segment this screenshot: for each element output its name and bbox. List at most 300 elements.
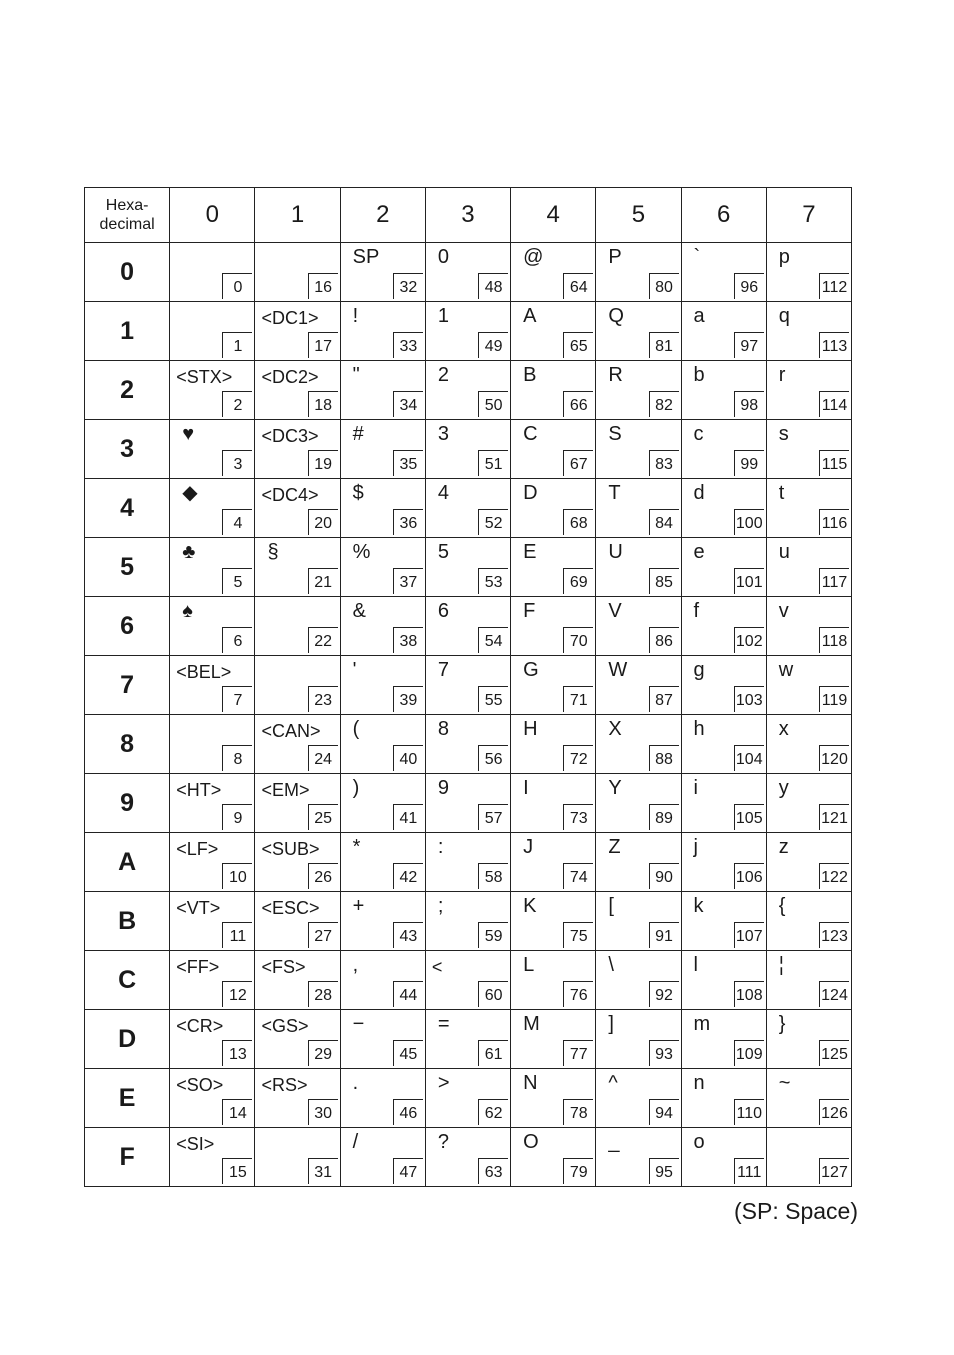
char-cell <box>766 538 851 597</box>
row-header: 3 <box>85 420 170 479</box>
cell-decimal-code: 92 <box>649 981 679 1007</box>
cell-character: § <box>267 541 279 563</box>
cell-decimal-code: 52 <box>478 509 508 535</box>
cell-character: g <box>693 659 705 681</box>
cell-decimal-code: 0 <box>222 273 252 299</box>
char-cell <box>170 420 255 479</box>
table-row <box>85 361 852 420</box>
cell-decimal-code: 46 <box>393 1099 423 1125</box>
char-cell <box>681 1128 766 1187</box>
cell-decimal-code: 79 <box>563 1158 593 1184</box>
cell-decimal-code: 121 <box>819 804 849 830</box>
cell-decimal-code: 23 <box>308 686 338 712</box>
cell-decimal-code: 40 <box>393 745 423 771</box>
cell-character: b <box>693 364 705 386</box>
cell-decimal-code: 76 <box>563 981 593 1007</box>
cell-character: H <box>523 718 538 740</box>
cell-decimal-code: 78 <box>563 1099 593 1125</box>
char-cell <box>255 479 340 538</box>
char-cell <box>255 1128 340 1187</box>
char-cell <box>766 892 851 951</box>
cell-decimal-code: 99 <box>734 450 764 476</box>
table-row <box>85 833 852 892</box>
cell-decimal-code: 77 <box>563 1040 593 1066</box>
cell-decimal-code: 82 <box>649 391 679 417</box>
char-cell <box>170 656 255 715</box>
cell-decimal-code: 5 <box>222 568 252 594</box>
cell-decimal-code: 58 <box>478 863 508 889</box>
char-cell <box>255 1010 340 1069</box>
cell-decimal-code: 51 <box>478 450 508 476</box>
cell-character: I <box>523 777 529 799</box>
cell-character: ` <box>693 246 701 268</box>
cell-character: <DC4> <box>261 485 319 505</box>
char-cell <box>255 420 340 479</box>
char-cell <box>425 1069 510 1128</box>
cell-decimal-code: 11 <box>222 922 252 948</box>
cell-decimal-code: 42 <box>393 863 423 889</box>
cell-decimal-code: 71 <box>563 686 593 712</box>
column-header: 0 <box>170 188 255 243</box>
char-cell <box>766 656 851 715</box>
cell-decimal-code: 4 <box>222 509 252 535</box>
cell-decimal-code: 25 <box>308 804 338 830</box>
char-cell <box>681 479 766 538</box>
cell-decimal-code: 48 <box>478 273 508 299</box>
cell-decimal-code: 50 <box>478 391 508 417</box>
cell-decimal-code: 6 <box>222 627 252 653</box>
cell-decimal-code: 22 <box>308 627 338 653</box>
cell-character: 5 <box>437 541 449 563</box>
cell-character: 4 <box>437 482 449 504</box>
cell-decimal-code: 87 <box>649 686 679 712</box>
cell-decimal-code: 13 <box>222 1040 252 1066</box>
cell-decimal-code: 49 <box>478 332 508 358</box>
char-cell <box>425 420 510 479</box>
char-cell <box>425 302 510 361</box>
cell-decimal-code: 75 <box>563 922 593 948</box>
cell-character: D <box>523 482 538 504</box>
cell-decimal-code: 8 <box>222 745 252 771</box>
cell-decimal-code: 60 <box>478 981 508 1007</box>
cell-character: S <box>608 423 622 445</box>
cell-decimal-code: 68 <box>563 509 593 535</box>
cell-character: x <box>778 718 789 740</box>
cell-decimal-code: 114 <box>819 391 849 417</box>
cell-decimal-code: 94 <box>649 1099 679 1125</box>
char-cell <box>681 538 766 597</box>
cell-character: , <box>352 954 359 976</box>
char-cell <box>255 774 340 833</box>
char-cell <box>596 715 681 774</box>
cell-character: ¦ <box>778 954 784 976</box>
cell-character: A <box>523 305 537 327</box>
table-row <box>85 1069 852 1128</box>
cell-decimal-code: 34 <box>393 391 423 417</box>
cell-character: <EM> <box>261 780 310 800</box>
char-cell <box>170 597 255 656</box>
cell-decimal-code: 113 <box>819 332 849 358</box>
cell-character: q <box>778 305 790 327</box>
char-cell <box>255 1069 340 1128</box>
cell-decimal-code: 103 <box>734 686 764 712</box>
char-cell <box>596 302 681 361</box>
char-cell <box>511 597 596 656</box>
table-row <box>85 420 852 479</box>
corner-label-line2: decimal <box>99 216 155 233</box>
column-header: 2 <box>340 188 425 243</box>
cell-character: h <box>693 718 705 740</box>
cell-decimal-code: 81 <box>649 332 679 358</box>
char-cell <box>170 774 255 833</box>
cell-decimal-code: 89 <box>649 804 679 830</box>
row-header: 7 <box>85 656 170 715</box>
column-header: 1 <box>255 188 340 243</box>
cell-decimal-code: 67 <box>563 450 593 476</box>
cell-decimal-code: 90 <box>649 863 679 889</box>
cell-decimal-code: 98 <box>734 391 764 417</box>
cell-character: <FS> <box>261 957 306 977</box>
char-cell <box>255 243 340 302</box>
cell-character: <SO> <box>176 1075 224 1095</box>
cell-character: G <box>523 659 539 681</box>
char-cell <box>596 420 681 479</box>
cell-decimal-code: 123 <box>819 922 849 948</box>
char-cell <box>766 715 851 774</box>
char-cell <box>425 833 510 892</box>
cell-character: <ESC> <box>261 898 320 918</box>
cell-decimal-code: 14 <box>222 1099 252 1125</box>
cell-character: <CR> <box>176 1016 224 1036</box>
char-cell <box>596 656 681 715</box>
cell-decimal-code: 45 <box>393 1040 423 1066</box>
cell-character: k <box>693 895 704 917</box>
cell-decimal-code: 88 <box>649 745 679 771</box>
cell-decimal-code: 15 <box>222 1158 252 1184</box>
char-cell <box>255 951 340 1010</box>
cell-decimal-code: 119 <box>819 686 849 712</box>
char-cell <box>255 656 340 715</box>
cell-decimal-code: 63 <box>478 1158 508 1184</box>
char-cell <box>511 538 596 597</box>
char-cell <box>511 774 596 833</box>
cell-decimal-code: 70 <box>563 627 593 653</box>
char-cell <box>340 361 425 420</box>
table-row <box>85 597 852 656</box>
cell-character: l <box>693 954 698 976</box>
char-cell <box>511 656 596 715</box>
cell-character: <DC3> <box>261 426 319 446</box>
cell-decimal-code: 59 <box>478 922 508 948</box>
char-cell <box>681 302 766 361</box>
char-cell <box>255 538 340 597</box>
char-cell <box>681 833 766 892</box>
cell-character: 3 <box>437 423 449 445</box>
char-cell <box>255 361 340 420</box>
cell-character: + <box>352 895 365 917</box>
cell-decimal-code: 19 <box>308 450 338 476</box>
char-cell <box>170 1128 255 1187</box>
char-cell <box>425 1010 510 1069</box>
char-cell <box>170 951 255 1010</box>
cell-decimal-code: 120 <box>819 745 849 771</box>
cell-character: 6 <box>437 600 449 622</box>
cell-decimal-code: 107 <box>734 922 764 948</box>
cell-character: f <box>693 600 700 622</box>
char-cell <box>340 951 425 1010</box>
char-cell <box>681 951 766 1010</box>
char-cell <box>596 361 681 420</box>
cell-decimal-code: 124 <box>819 981 849 1007</box>
row-header: 9 <box>85 774 170 833</box>
char-cell <box>340 420 425 479</box>
cell-character: K <box>523 895 537 917</box>
char-cell <box>681 715 766 774</box>
cell-decimal-code: 1 <box>222 332 252 358</box>
cell-decimal-code: 16 <box>308 273 338 299</box>
cell-character: r <box>778 364 786 386</box>
cell-character: c <box>693 423 704 445</box>
cell-character: ♣ <box>182 541 196 563</box>
table-row <box>85 1010 852 1069</box>
cell-decimal-code: 2 <box>222 391 252 417</box>
char-cell <box>255 833 340 892</box>
cell-decimal-code: 24 <box>308 745 338 771</box>
cell-decimal-code: 36 <box>393 509 423 535</box>
char-cell <box>681 361 766 420</box>
char-cell <box>340 243 425 302</box>
cell-decimal-code: 28 <box>308 981 338 1007</box>
char-cell <box>340 479 425 538</box>
cell-character: _ <box>608 1131 620 1153</box>
character-code-table <box>84 187 852 1187</box>
cell-decimal-code: 85 <box>649 568 679 594</box>
cell-decimal-code: 110 <box>734 1099 764 1125</box>
cell-character: V <box>608 600 622 622</box>
cell-decimal-code: 44 <box>393 981 423 1007</box>
cell-character: @ <box>523 246 544 268</box>
cell-character: ( <box>352 718 360 740</box>
char-cell <box>511 892 596 951</box>
char-cell <box>255 892 340 951</box>
row-header: D <box>85 1010 170 1069</box>
cell-character: e <box>693 541 705 563</box>
cell-decimal-code: 56 <box>478 745 508 771</box>
cell-decimal-code: 53 <box>478 568 508 594</box>
char-cell <box>425 892 510 951</box>
char-cell <box>511 833 596 892</box>
row-header: E <box>85 1069 170 1128</box>
cell-decimal-code: 38 <box>393 627 423 653</box>
cell-character: = <box>437 1013 450 1035</box>
cell-character: ' <box>352 659 357 681</box>
cell-character: 8 <box>437 718 449 740</box>
cell-character: * <box>352 836 361 858</box>
char-cell <box>170 1010 255 1069</box>
cell-decimal-code: 7 <box>222 686 252 712</box>
cell-character: <SI> <box>176 1134 215 1154</box>
char-cell <box>681 892 766 951</box>
char-cell <box>425 538 510 597</box>
char-cell <box>596 892 681 951</box>
row-header: 8 <box>85 715 170 774</box>
cell-decimal-code: 115 <box>819 450 849 476</box>
char-cell <box>170 833 255 892</box>
column-header: 6 <box>681 188 766 243</box>
row-header: 4 <box>85 479 170 538</box>
cell-character: d <box>693 482 705 504</box>
cell-decimal-code: 73 <box>563 804 593 830</box>
cell-character: u <box>778 541 790 563</box>
row-header: F <box>85 1128 170 1187</box>
char-cell <box>170 243 255 302</box>
char-cell <box>511 479 596 538</box>
char-cell <box>170 479 255 538</box>
char-cell <box>511 420 596 479</box>
row-header: 5 <box>85 538 170 597</box>
corner-header <box>85 188 170 243</box>
cell-character: p <box>778 246 790 268</box>
cell-character: SP <box>352 246 380 268</box>
cell-decimal-code: 104 <box>734 745 764 771</box>
cell-decimal-code: 29 <box>308 1040 338 1066</box>
char-cell <box>340 1010 425 1069</box>
cell-character: j <box>693 836 698 858</box>
cell-decimal-code: 93 <box>649 1040 679 1066</box>
table-row <box>85 302 852 361</box>
char-cell <box>766 479 851 538</box>
column-header: 4 <box>511 188 596 243</box>
cell-decimal-code: 102 <box>734 627 764 653</box>
char-cell <box>511 715 596 774</box>
char-cell <box>766 361 851 420</box>
cell-decimal-code: 101 <box>734 568 764 594</box>
cell-character: " <box>352 364 360 386</box>
cell-decimal-code: 117 <box>819 568 849 594</box>
cell-decimal-code: 72 <box>563 745 593 771</box>
cell-character: P <box>608 246 622 268</box>
cell-character: <HT> <box>176 780 222 800</box>
char-cell <box>596 597 681 656</box>
char-cell <box>425 774 510 833</box>
char-cell <box>596 1010 681 1069</box>
cell-character: < <box>431 957 443 977</box>
cell-character: ◆ <box>182 482 198 504</box>
cell-character: $ <box>352 482 364 504</box>
char-cell <box>596 479 681 538</box>
cell-character: & <box>352 600 366 622</box>
cell-character: <RS> <box>261 1075 308 1095</box>
cell-decimal-code: 3 <box>222 450 252 476</box>
cell-character: 1 <box>437 305 449 327</box>
cell-character: F <box>523 600 536 622</box>
char-cell <box>340 302 425 361</box>
char-cell <box>766 951 851 1010</box>
cell-character: N <box>523 1072 538 1094</box>
cell-character: ) <box>352 777 360 799</box>
cell-character: <FF> <box>176 957 220 977</box>
cell-decimal-code: 83 <box>649 450 679 476</box>
char-cell <box>255 715 340 774</box>
cell-decimal-code: 32 <box>393 273 423 299</box>
cell-decimal-code: 126 <box>819 1099 849 1125</box>
char-cell <box>340 833 425 892</box>
char-cell <box>681 243 766 302</box>
char-cell <box>766 302 851 361</box>
char-cell <box>255 597 340 656</box>
cell-decimal-code: 31 <box>308 1158 338 1184</box>
cell-decimal-code: 108 <box>734 981 764 1007</box>
char-cell <box>596 774 681 833</box>
char-cell <box>596 833 681 892</box>
cell-character: 7 <box>437 659 449 681</box>
cell-character: ; <box>437 895 444 917</box>
cell-decimal-code: 33 <box>393 332 423 358</box>
char-cell <box>511 1128 596 1187</box>
char-cell <box>425 479 510 538</box>
cell-decimal-code: 12 <box>222 981 252 1007</box>
char-cell <box>766 243 851 302</box>
char-cell <box>255 302 340 361</box>
cell-decimal-code: 100 <box>734 509 764 535</box>
cell-character: Y <box>608 777 622 799</box>
cell-decimal-code: 106 <box>734 863 764 889</box>
char-cell <box>425 243 510 302</box>
cell-decimal-code: 86 <box>649 627 679 653</box>
cell-character: o <box>693 1131 705 1153</box>
cell-character: ♥ <box>182 423 195 445</box>
char-cell <box>425 656 510 715</box>
cell-character: v <box>778 600 789 622</box>
table-row <box>85 951 852 1010</box>
cell-character: > <box>437 1072 450 1094</box>
cell-character: B <box>523 364 537 386</box>
char-cell <box>766 1069 851 1128</box>
cell-character: w <box>778 659 794 681</box>
table-row <box>85 892 852 951</box>
column-header: 5 <box>596 188 681 243</box>
cell-character: i <box>693 777 698 799</box>
cell-character: <DC2> <box>261 367 319 387</box>
char-cell <box>340 1128 425 1187</box>
cell-decimal-code: 65 <box>563 332 593 358</box>
char-cell <box>766 774 851 833</box>
char-cell <box>170 302 255 361</box>
table-row <box>85 656 852 715</box>
table-row <box>85 538 852 597</box>
cell-decimal-code: 39 <box>393 686 423 712</box>
cell-character: Q <box>608 305 624 327</box>
cell-character: m <box>693 1013 711 1035</box>
cell-decimal-code: 9 <box>222 804 252 830</box>
corner-label-line1: Hexa- <box>105 197 149 214</box>
cell-decimal-code: 116 <box>819 509 849 535</box>
cell-character: <VT> <box>176 898 221 918</box>
row-header: B <box>85 892 170 951</box>
char-cell <box>511 302 596 361</box>
char-cell <box>425 715 510 774</box>
char-cell <box>170 715 255 774</box>
cell-decimal-code: 21 <box>308 568 338 594</box>
cell-character: 0 <box>437 246 449 268</box>
cell-character: n <box>693 1072 705 1094</box>
cell-character: T <box>608 482 621 504</box>
cell-character: } <box>778 1013 786 1035</box>
char-cell <box>596 1069 681 1128</box>
cell-character: y <box>778 777 789 799</box>
table-row <box>85 479 852 538</box>
cell-character: % <box>352 541 371 563</box>
